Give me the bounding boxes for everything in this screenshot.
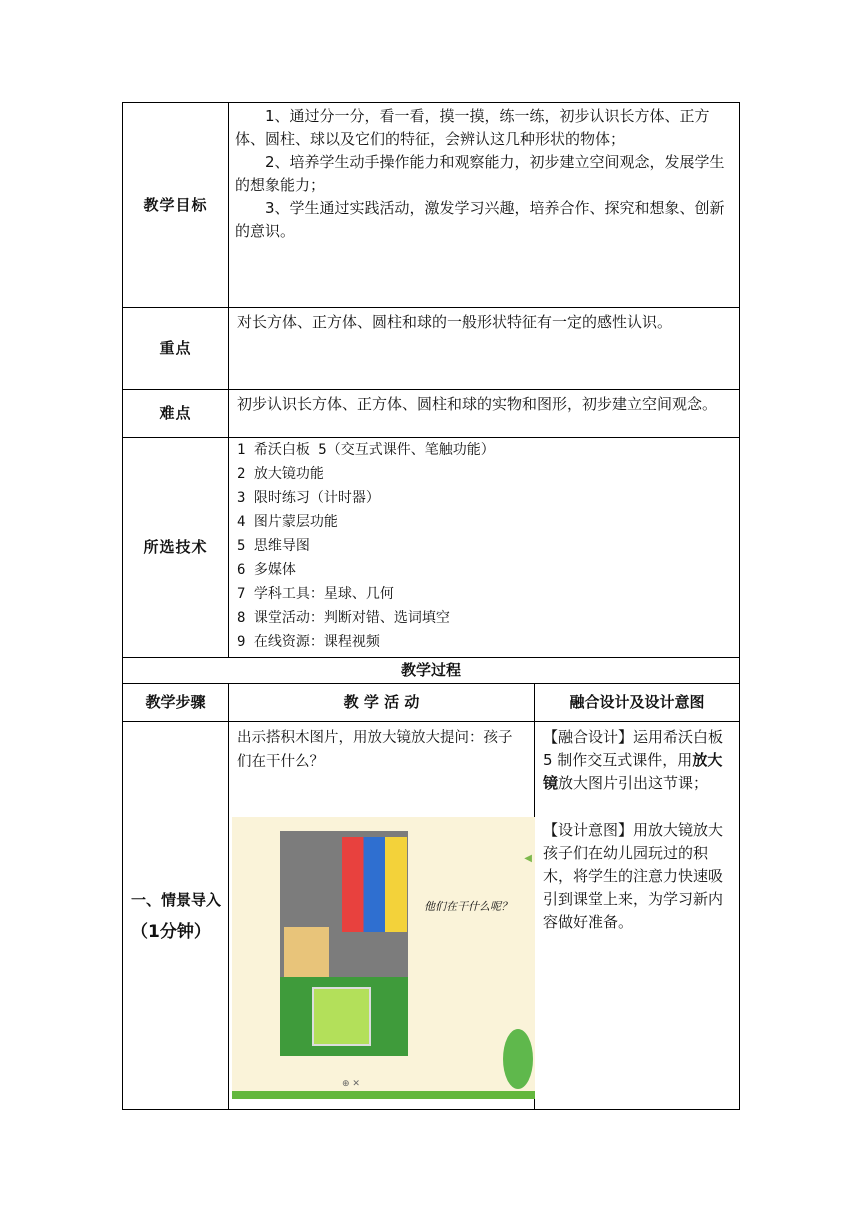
- design-note-bold: 放大镜: [543, 751, 723, 792]
- col-header-step: 教学步骤: [123, 684, 229, 722]
- design-note-suffix: 放大图片引出这节课；: [558, 774, 709, 792]
- goals-content: [229, 103, 740, 308]
- process-title: 教学过程: [123, 658, 740, 684]
- grass-decoration: [232, 1091, 535, 1099]
- step-1-activity: [229, 722, 535, 1110]
- goal-item: 2、培养学生动手操作能力和观察能力，初步建立空间观念，发展学生的想象能力；: [235, 153, 725, 194]
- tech-item: 5 思维导图: [237, 538, 310, 554]
- difficulty-label: 难点: [123, 390, 229, 438]
- goal-item: 1、通过分一分，看一看，摸一摸，练一练，初步认识长方体、正方体、圆柱、球以及它们的特征，会辨认这几种形状的物体；: [235, 107, 710, 148]
- col-header-activity: 教 学 活 动: [229, 684, 535, 722]
- goal-item: 3、学生通过实践活动，激发学习兴趣，培养合作、探究和想象、创新的意识。: [235, 199, 725, 240]
- design-note-prefix: 【融合设计】运用希沃白板 5 制作交互式课件，用: [543, 728, 724, 769]
- tech-label: 所选技术: [123, 438, 229, 658]
- activity-text: 出示搭积木图片，用放大镜放大提问：孩子们在干什么？: [237, 730, 513, 770]
- tech-item: 7 学科工具：星球、几何: [237, 586, 394, 602]
- tech-item: 4 图片蒙层功能: [237, 514, 338, 530]
- tree-decoration-icon: [503, 1029, 533, 1089]
- courseware-slide-image: [232, 817, 535, 1099]
- tech-list: [229, 438, 740, 658]
- tech-item: 1 希沃白板 5（交互式课件、笔触功能）: [237, 442, 495, 458]
- magnifier-close-icon: ⊕ ✕: [342, 1079, 360, 1089]
- tech-item: 9 在线资源：课程视频: [237, 634, 380, 650]
- goals-label: 教学目标: [123, 103, 229, 308]
- col-header-design: 融合设计及设计意图: [535, 684, 740, 722]
- step-1-label: 一、情景导入: [131, 890, 222, 909]
- tech-item: 8 课堂活动：判断对错、选词填空: [237, 610, 450, 626]
- step-1-cell: [123, 722, 229, 1110]
- magnifier-zoom-view: [312, 987, 371, 1046]
- tech-item: 3 限时练习（计时器）: [237, 490, 380, 506]
- step-1-time: （1分钟）: [131, 921, 211, 942]
- tech-item: 2 放大镜功能: [237, 466, 324, 482]
- slide-caption: 他们在干什么呢？: [424, 900, 512, 913]
- step-1-design: [535, 722, 740, 1110]
- key-point-label: 重点: [123, 308, 229, 390]
- design-intent: 【设计意图】用放大镜放大孩子们在幼儿园玩过的积木，将学生的注意力快速吸引到课堂上来，为学习新内容做好准备。: [543, 821, 724, 931]
- key-point-text: 对长方体、正方体、圆柱和球的一般形状特征有一定的感性认识。: [229, 308, 740, 390]
- lesson-plan-table: [122, 102, 740, 1110]
- toy-blocks: [342, 837, 407, 932]
- difficulty-text: 初步认识长方体、正方体、圆柱和球的实物和图形，初步建立空间观念。: [229, 390, 740, 438]
- design-note: [543, 726, 733, 795]
- play-arrow-icon: ◀: [524, 853, 532, 864]
- tech-item: 6 多媒体: [237, 562, 296, 578]
